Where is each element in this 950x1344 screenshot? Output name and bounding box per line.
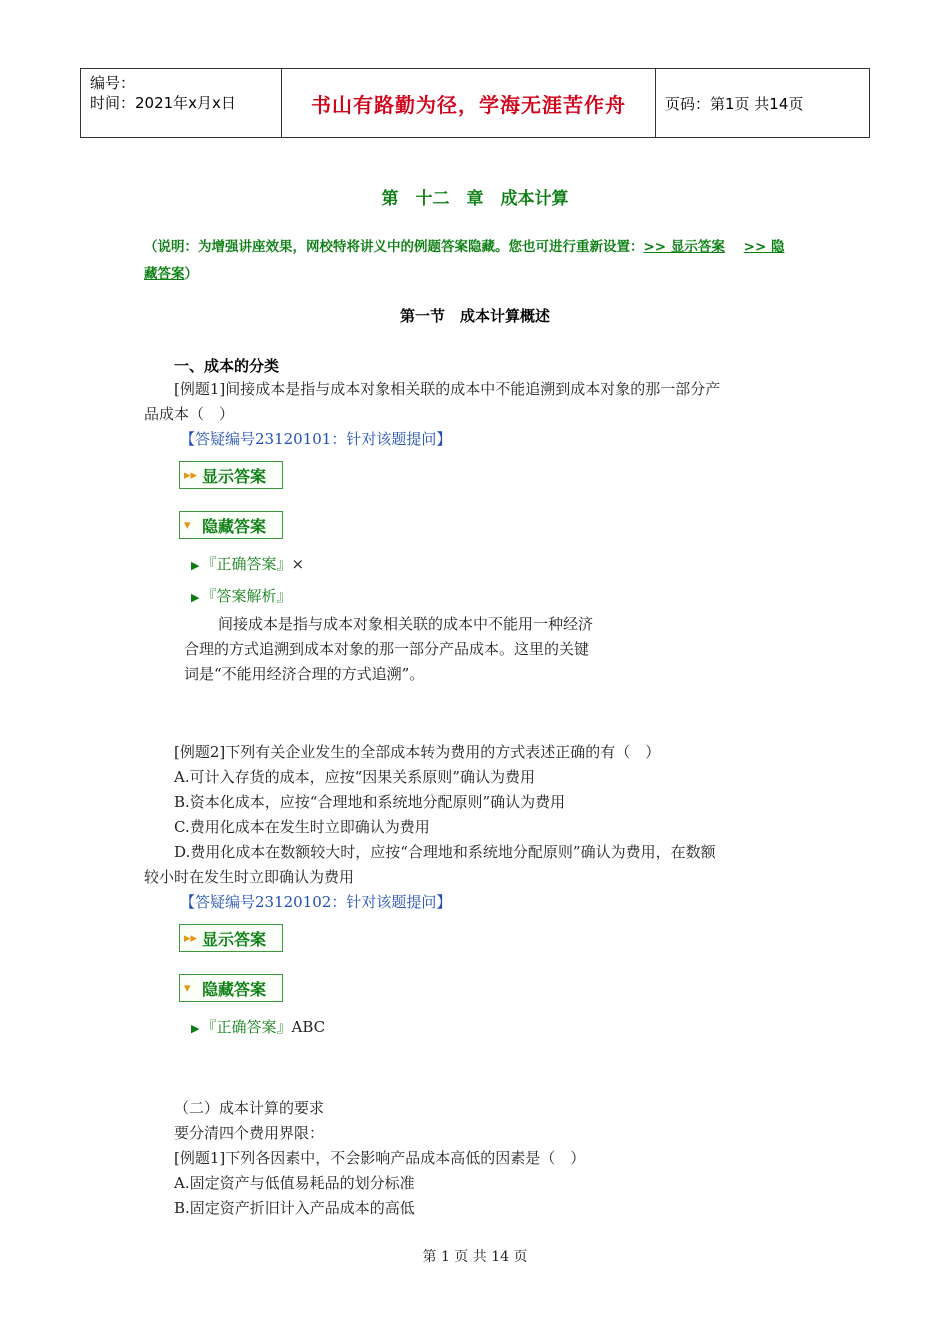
correct-answer-2 bbox=[191, 1016, 325, 1037]
hide-link-text-2: 藏答案 bbox=[144, 266, 185, 282]
hide-answer-button[interactable] bbox=[179, 974, 283, 1002]
question-3-option-b: B.固定资产折旧计入产品成本的高低 bbox=[174, 1199, 415, 1217]
question-2-option-c: C.费用化成本在发生时立即确认为费用 bbox=[174, 818, 430, 836]
show-answers-link[interactable]: >> 显示答案 bbox=[643, 239, 725, 255]
triangle-right-icon: ▶ bbox=[191, 591, 200, 604]
header-divider bbox=[655, 69, 656, 137]
hide-answer-label: 隐藏答案 bbox=[202, 979, 267, 999]
page-footer: 第 1 页 共 14 页 bbox=[422, 1249, 528, 1265]
double-arrow-right-icon: ▸▸ bbox=[184, 930, 198, 946]
answer-visibility-note bbox=[144, 234, 814, 288]
header-meta bbox=[90, 73, 236, 113]
header-motto: 书山有路勤为径，学海无涯苦作舟 bbox=[311, 92, 626, 117]
answer-analysis-1 bbox=[191, 585, 291, 606]
question-3-option-a: A.固定资产与低值易耗品的划分标准 bbox=[174, 1174, 415, 1192]
question-2-option-b: B.资本化成本，应按“合理地和系统地分配原则”确认为费用 bbox=[174, 793, 566, 811]
correct-answer-1 bbox=[191, 553, 304, 574]
note-close: ） bbox=[184, 266, 198, 282]
header-page-info: 页码：第1页 共14页 bbox=[665, 94, 804, 113]
show-answer-button[interactable] bbox=[179, 924, 283, 952]
subsection-title: 一、成本的分类 bbox=[174, 357, 280, 375]
section-title: 第一节 成本计算概述 bbox=[399, 307, 550, 325]
note-text: （说明：为增强讲座效果，网校特将讲义中的例题答案隐藏。您也可进行重新设置： bbox=[144, 239, 644, 255]
double-arrow-right-icon: ▸▸ bbox=[184, 467, 198, 483]
header-number: 编号： bbox=[90, 74, 136, 92]
question-2-option-d: D.费用化成本在数额较大时，应按“合理地和系统地分配原则”确认为费用，在数额 bbox=[174, 843, 716, 861]
question-2-line-1: [例题2]下列有关企业发生的全部成本转为费用的方式表述正确的有（ ） bbox=[174, 743, 661, 761]
question-1-line-1: [例题1]间接成本是指与成本对象相关联的成本中不能追溯到成本对象的那一部分产 bbox=[174, 380, 721, 398]
subsection-2-title: （二）成本计算的要求 bbox=[174, 1099, 325, 1117]
correct-answer-value: ABC bbox=[291, 1018, 326, 1036]
question-2-qa-link[interactable]: 【答疑编号23120102：针对该题提问】 bbox=[180, 893, 452, 911]
show-answer-label: 显示答案 bbox=[202, 929, 267, 949]
analysis-line-1: 间接成本是指与成本对象相关联的成本中不能用一种经济 bbox=[218, 615, 594, 633]
triangle-right-icon: ▶ bbox=[191, 559, 200, 572]
hide-link-text-1: >> 隐 bbox=[743, 239, 785, 255]
correct-answer-tag: 『正确答案』 bbox=[201, 1018, 292, 1036]
question-2-option-d-cont: 较小时在发生时立即确认为费用 bbox=[144, 868, 355, 886]
question-3-line-1: [例题1]下列各因素中，不会影响产品成本高低的因素是（ ） bbox=[174, 1149, 586, 1167]
document-header bbox=[80, 68, 870, 138]
show-answer-button[interactable] bbox=[179, 461, 283, 489]
correct-answer-tag: 『正确答案』 bbox=[201, 555, 292, 573]
analysis-tag: 『答案解析』 bbox=[201, 587, 292, 605]
question-1-line-2: 品成本（ ） bbox=[144, 405, 235, 423]
show-answer-label: 显示答案 bbox=[202, 466, 267, 486]
hide-answer-label: 隐藏答案 bbox=[202, 516, 267, 536]
analysis-line-2: 合理的方式追溯到成本对象的那一部分产品成本。这里的关键 bbox=[184, 640, 590, 658]
header-divider bbox=[869, 69, 870, 137]
chapter-title: 第 十二 章 成本计算 bbox=[381, 189, 569, 209]
triangle-right-icon: ▶ bbox=[191, 1022, 200, 1035]
requirement-line: 要分清四个费用界限： bbox=[174, 1124, 325, 1142]
double-arrow-down-icon: ▾ bbox=[184, 517, 191, 533]
analysis-line-3: 词是“不能用经济合理的方式追溯”。 bbox=[184, 665, 425, 683]
correct-answer-value: × bbox=[291, 555, 305, 573]
hide-answer-button[interactable] bbox=[179, 511, 283, 539]
question-2-option-a: A.可计入存货的成本，应按“因果关系原则”确认为费用 bbox=[174, 768, 535, 786]
header-divider bbox=[80, 69, 81, 137]
question-1-qa-link[interactable]: 【答疑编号23120101：针对该题提问】 bbox=[180, 430, 452, 448]
header-time: 时间：2021年x月x日 bbox=[90, 94, 236, 112]
double-arrow-down-icon: ▾ bbox=[184, 980, 191, 996]
